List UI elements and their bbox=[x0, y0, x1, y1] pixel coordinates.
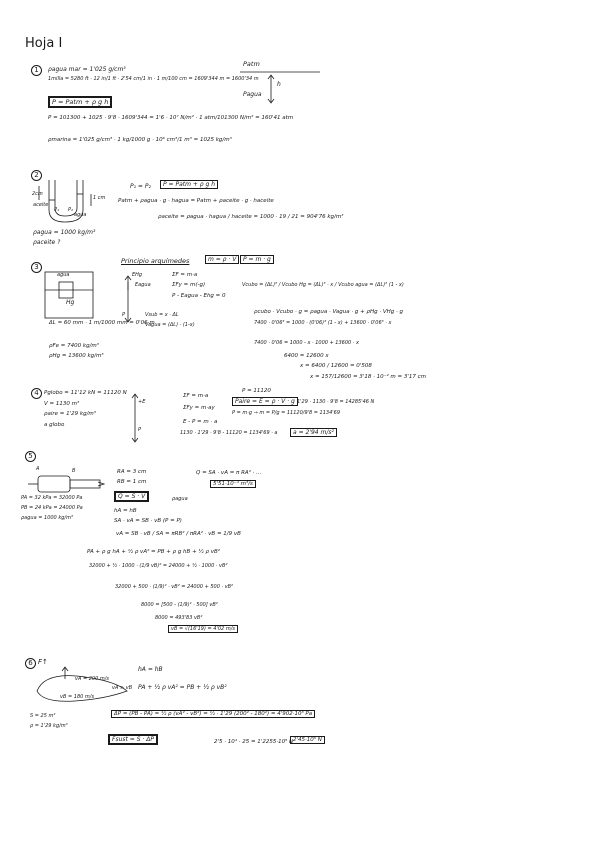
problem-number-2: 2 bbox=[31, 170, 42, 181]
p2-box: P = Patm + ρ g h bbox=[160, 180, 218, 189]
p5-step-5 bbox=[168, 627, 238, 633]
problem-number-1: 1 bbox=[31, 65, 42, 76]
p3-label-p: P bbox=[122, 312, 126, 318]
p5-label-a: A bbox=[36, 466, 40, 472]
p6-vb: vB = 180 m/s bbox=[60, 694, 95, 700]
p2-label-1cm: 1 cm bbox=[93, 195, 106, 201]
p5-result-box: 5'51·10⁻⁴ m³/s bbox=[210, 480, 256, 488]
p6-formula-box bbox=[108, 737, 158, 744]
p1-line-pressure: P = 101300 + 1025 · 9'8 · 1609'344 = 1'6 · 10⁷ N/m² · 1 atm/101300 N/m² = 160'41 atm bbox=[48, 115, 294, 121]
p3-label-eagua: Eagua bbox=[135, 282, 151, 288]
p2-label-aceite: aceite bbox=[33, 202, 49, 208]
p4-sum-forces: ΣF = m·a bbox=[183, 393, 209, 399]
p6-rho: ρ = 1'29 kg/m³ bbox=[30, 723, 68, 729]
p6-title: F↑ bbox=[38, 658, 48, 666]
p1-label-patm: Patm bbox=[243, 60, 260, 68]
p3-rho-fe: ρFe = 7400 kg/m³ bbox=[49, 343, 99, 349]
p5-pa: PA = 32 kPa = 32000 Pa bbox=[21, 495, 83, 501]
p6-delta-p-line bbox=[111, 711, 315, 717]
p3-vsub: Vsub = x · ΔL bbox=[145, 312, 179, 318]
p5-formula-box bbox=[114, 494, 149, 501]
p2-label-2cm: 2cm bbox=[32, 191, 43, 197]
p4-line-volume: V = 1130 m³ bbox=[44, 401, 80, 407]
page-title: Hoja I bbox=[25, 36, 63, 51]
p2-line-result: ρaceite = ρagua · hagua / haceite = 1000 · 19 / 21 = 904'76 kg/m³ bbox=[158, 214, 344, 220]
p6-va-gt-vb: vA > vB bbox=[112, 685, 133, 691]
p2-rho-agua: ρagua = 1000 kg/m³ bbox=[33, 229, 96, 236]
p3-rho-hg: ρHg = 13600 kg/m³ bbox=[49, 353, 104, 359]
p5-ra: RA = 3 cm bbox=[117, 469, 147, 475]
problem-number-3: 3 bbox=[31, 262, 42, 273]
p1-depth-diagram bbox=[240, 62, 325, 107]
p6-result bbox=[290, 737, 325, 743]
p5-step-3: 8000 = [500 - (1/9)² · 500] vB² bbox=[141, 602, 218, 608]
p1-label-pagua: Pagua bbox=[243, 91, 262, 98]
p3-label-agua: agua bbox=[57, 272, 70, 278]
p3-line-2: 7400 · 0'06³ = 1000 · (0'06)³ (1 - x) + 13600 · 0'06³ · x bbox=[254, 320, 392, 326]
p4-buoyancy: 1'29 · 1130 · 9'8 = 14285'46 N bbox=[297, 399, 375, 405]
p4-final-equation: 1130 · 1'29 · 9'8 - 11120 = 1134'69 · a bbox=[180, 430, 278, 436]
p3-volumes: Vcubo = (ΔL)³ / Vcubo Hg = (ΔL)³ · x / Vcubo agua = (ΔL)³ (1 - x) bbox=[242, 282, 404, 288]
p3-cube-diagram bbox=[43, 272, 158, 327]
p3-formula-box-1 bbox=[205, 257, 239, 264]
p4-label-p: P bbox=[138, 427, 142, 433]
p3-line-3: 7400 · 0'06 = 1000 - x · 1000 + 13600 · x bbox=[254, 340, 359, 346]
p4-line-weight: Pglobo = 11'12 kN = 11120 N bbox=[44, 390, 127, 396]
p3-label-ehg: EHg bbox=[132, 272, 143, 278]
problem-number-5: 5 bbox=[25, 451, 36, 462]
p6-bernoulli: PA + ½ ρ vA² = PB + ½ ρ vB² bbox=[138, 684, 227, 691]
p5-box: Q = S · V bbox=[114, 491, 149, 502]
p5-va: vA = SB · vB / SA = πRB² / πRA² · vB = 1/9 vB bbox=[116, 531, 241, 537]
p5-step-1: 32000 + ½ · 1000 · (1/9 vB)² = 24000 + ½ · 1000 · vB² bbox=[89, 563, 228, 569]
p6-box: Fsust = S · ΔP bbox=[108, 734, 158, 745]
p3-line-4: 6400 = 12600 x bbox=[284, 353, 329, 359]
p2-label-agua: agua bbox=[74, 212, 87, 218]
p5-continuity: SA · vA = SB · vB (P = P) bbox=[114, 518, 182, 524]
p3-line-5: x = 6400 / 12600 = 0'508 bbox=[300, 363, 372, 369]
p1-line-rho: ρmarina = 1'025 g/cm³ · 1 kg/1000 g · 10⁶ cm³/1 m³ = 1025 kg/m³ bbox=[48, 137, 232, 143]
p5-q: Q = SA · vA = π RA² · ... bbox=[196, 470, 262, 476]
p3-box-mass: m = ρ · V bbox=[205, 255, 239, 264]
p3-equilibrium: P - Eagua - Ehg = 0 bbox=[172, 293, 226, 299]
p2-formula-box bbox=[160, 182, 218, 189]
p5-q-result bbox=[210, 481, 256, 487]
p5-label-pagua: ρagua bbox=[172, 496, 188, 502]
p5-step-4: 8000 = 493'83 vB² bbox=[155, 615, 203, 621]
p6-va: vA = 200 m/s bbox=[75, 676, 110, 682]
p4-box: Paire = E = ρ · V · g bbox=[232, 397, 298, 406]
p4-line-rho: ρaire = 1'29 kg/m³ bbox=[44, 411, 96, 417]
p4-result-box: a = 2'94 m/s² bbox=[290, 428, 337, 437]
p3-box-weight: P = m · g bbox=[240, 255, 274, 264]
p3-heading-archimedes: Principio arquímedes bbox=[121, 257, 190, 265]
p4-sum-forces-y: ΣFy = m·ay bbox=[183, 405, 215, 411]
p6-result-line: 2'5 · 10⁴ · 25 = 1'2255·10⁵ N bbox=[214, 739, 294, 745]
p4-line-a: a globo bbox=[44, 422, 65, 428]
p1-line-density: ρagua mar = 1'025 g/cm³ bbox=[48, 66, 126, 73]
p2-rho-aceite: ρaceite ? bbox=[33, 239, 61, 246]
p3-line-6: x = 157/12600 = 3'18 · 10⁻² m = 3'17 cm bbox=[310, 374, 427, 380]
p2-label-p1: P₁ bbox=[54, 207, 60, 213]
p4-equation: E - P = m · a bbox=[183, 419, 218, 425]
p6-ha-hb: hA = hB bbox=[138, 666, 163, 673]
p3-formula-box-2 bbox=[240, 257, 274, 264]
p6-delta-p-box: ΔP = (PB - PA) = ½ ρ (vA² - vB²) = ½ · 1'29 (200² - 180²) = 4'902·10³ Pa bbox=[111, 710, 315, 718]
p6-result-box: 2'45·10⁵ N bbox=[290, 736, 325, 744]
p1-label-h: h bbox=[277, 81, 281, 88]
p3-line-1: ρcubo · Vcubo · g = ρagua · Vagua · g + ρHg · VHg · g bbox=[254, 309, 403, 315]
p1-box: P = Patm + ρ g h bbox=[48, 96, 112, 108]
p5-bernoulli: PA + ρ g hA + ½ ρ vA² = PB + ρ g hB + ½ ρ vB² bbox=[87, 549, 220, 555]
p5-ha-hb: hA = hB bbox=[114, 508, 137, 514]
p5-step-2: 32000 + 500 · (1/9)² · vB² = 24000 + 500 · vB² bbox=[115, 584, 234, 590]
problem-number-4: 4 bbox=[31, 388, 42, 399]
p2-line-p1p2: P₁ = P₂ bbox=[130, 183, 151, 190]
p5-rho: ρagua = 1000 kg/m³ bbox=[21, 515, 73, 521]
p4-label-e: +E bbox=[138, 399, 146, 405]
p4-p-value: P = 11120 bbox=[242, 388, 271, 394]
p5-label-b: B bbox=[72, 468, 76, 474]
p2-line-balance: Patm + ρagua · g · hagua = Patm + ρaceite · g · haceite bbox=[118, 198, 274, 204]
p3-vagua: Vagua = (ΔL) · (1-x) bbox=[145, 322, 195, 328]
p4-formula-box bbox=[232, 399, 298, 406]
p5-rb: RB = 1 cm bbox=[117, 479, 147, 485]
p5-pb: PB = 24 kPa = 24000 Pa bbox=[21, 505, 83, 511]
p3-label-hg: Hg bbox=[66, 299, 75, 306]
p6-area: S = 25 m² bbox=[30, 713, 56, 719]
p2-label-p2: P₂ bbox=[68, 207, 74, 213]
p5-vb-box: vB = √(16'19) = 4'02 m/s bbox=[168, 625, 238, 633]
p3-sum-forces-y: ΣFy = m(-g) bbox=[172, 282, 206, 288]
p4-mass: P = m·g → m = P/g = 11120/9'8 = 1134'69 bbox=[232, 410, 341, 416]
p3-delta-l: ΔL = 60 mm · 1 m/1000 mm = 0'06 m bbox=[49, 320, 155, 326]
p3-sum-forces: ΣF = m·a bbox=[172, 272, 198, 278]
p1-line-mile: 1milla = 5280 ft · 12 in/1 ft · 2'54 cm/1 in · 1 m/100 cm = 1609'344 m = 1600'34 m bbox=[48, 76, 259, 82]
p4-result bbox=[290, 430, 337, 437]
problem-number-6: 6 bbox=[25, 658, 36, 669]
p1-formula-box bbox=[48, 99, 112, 106]
